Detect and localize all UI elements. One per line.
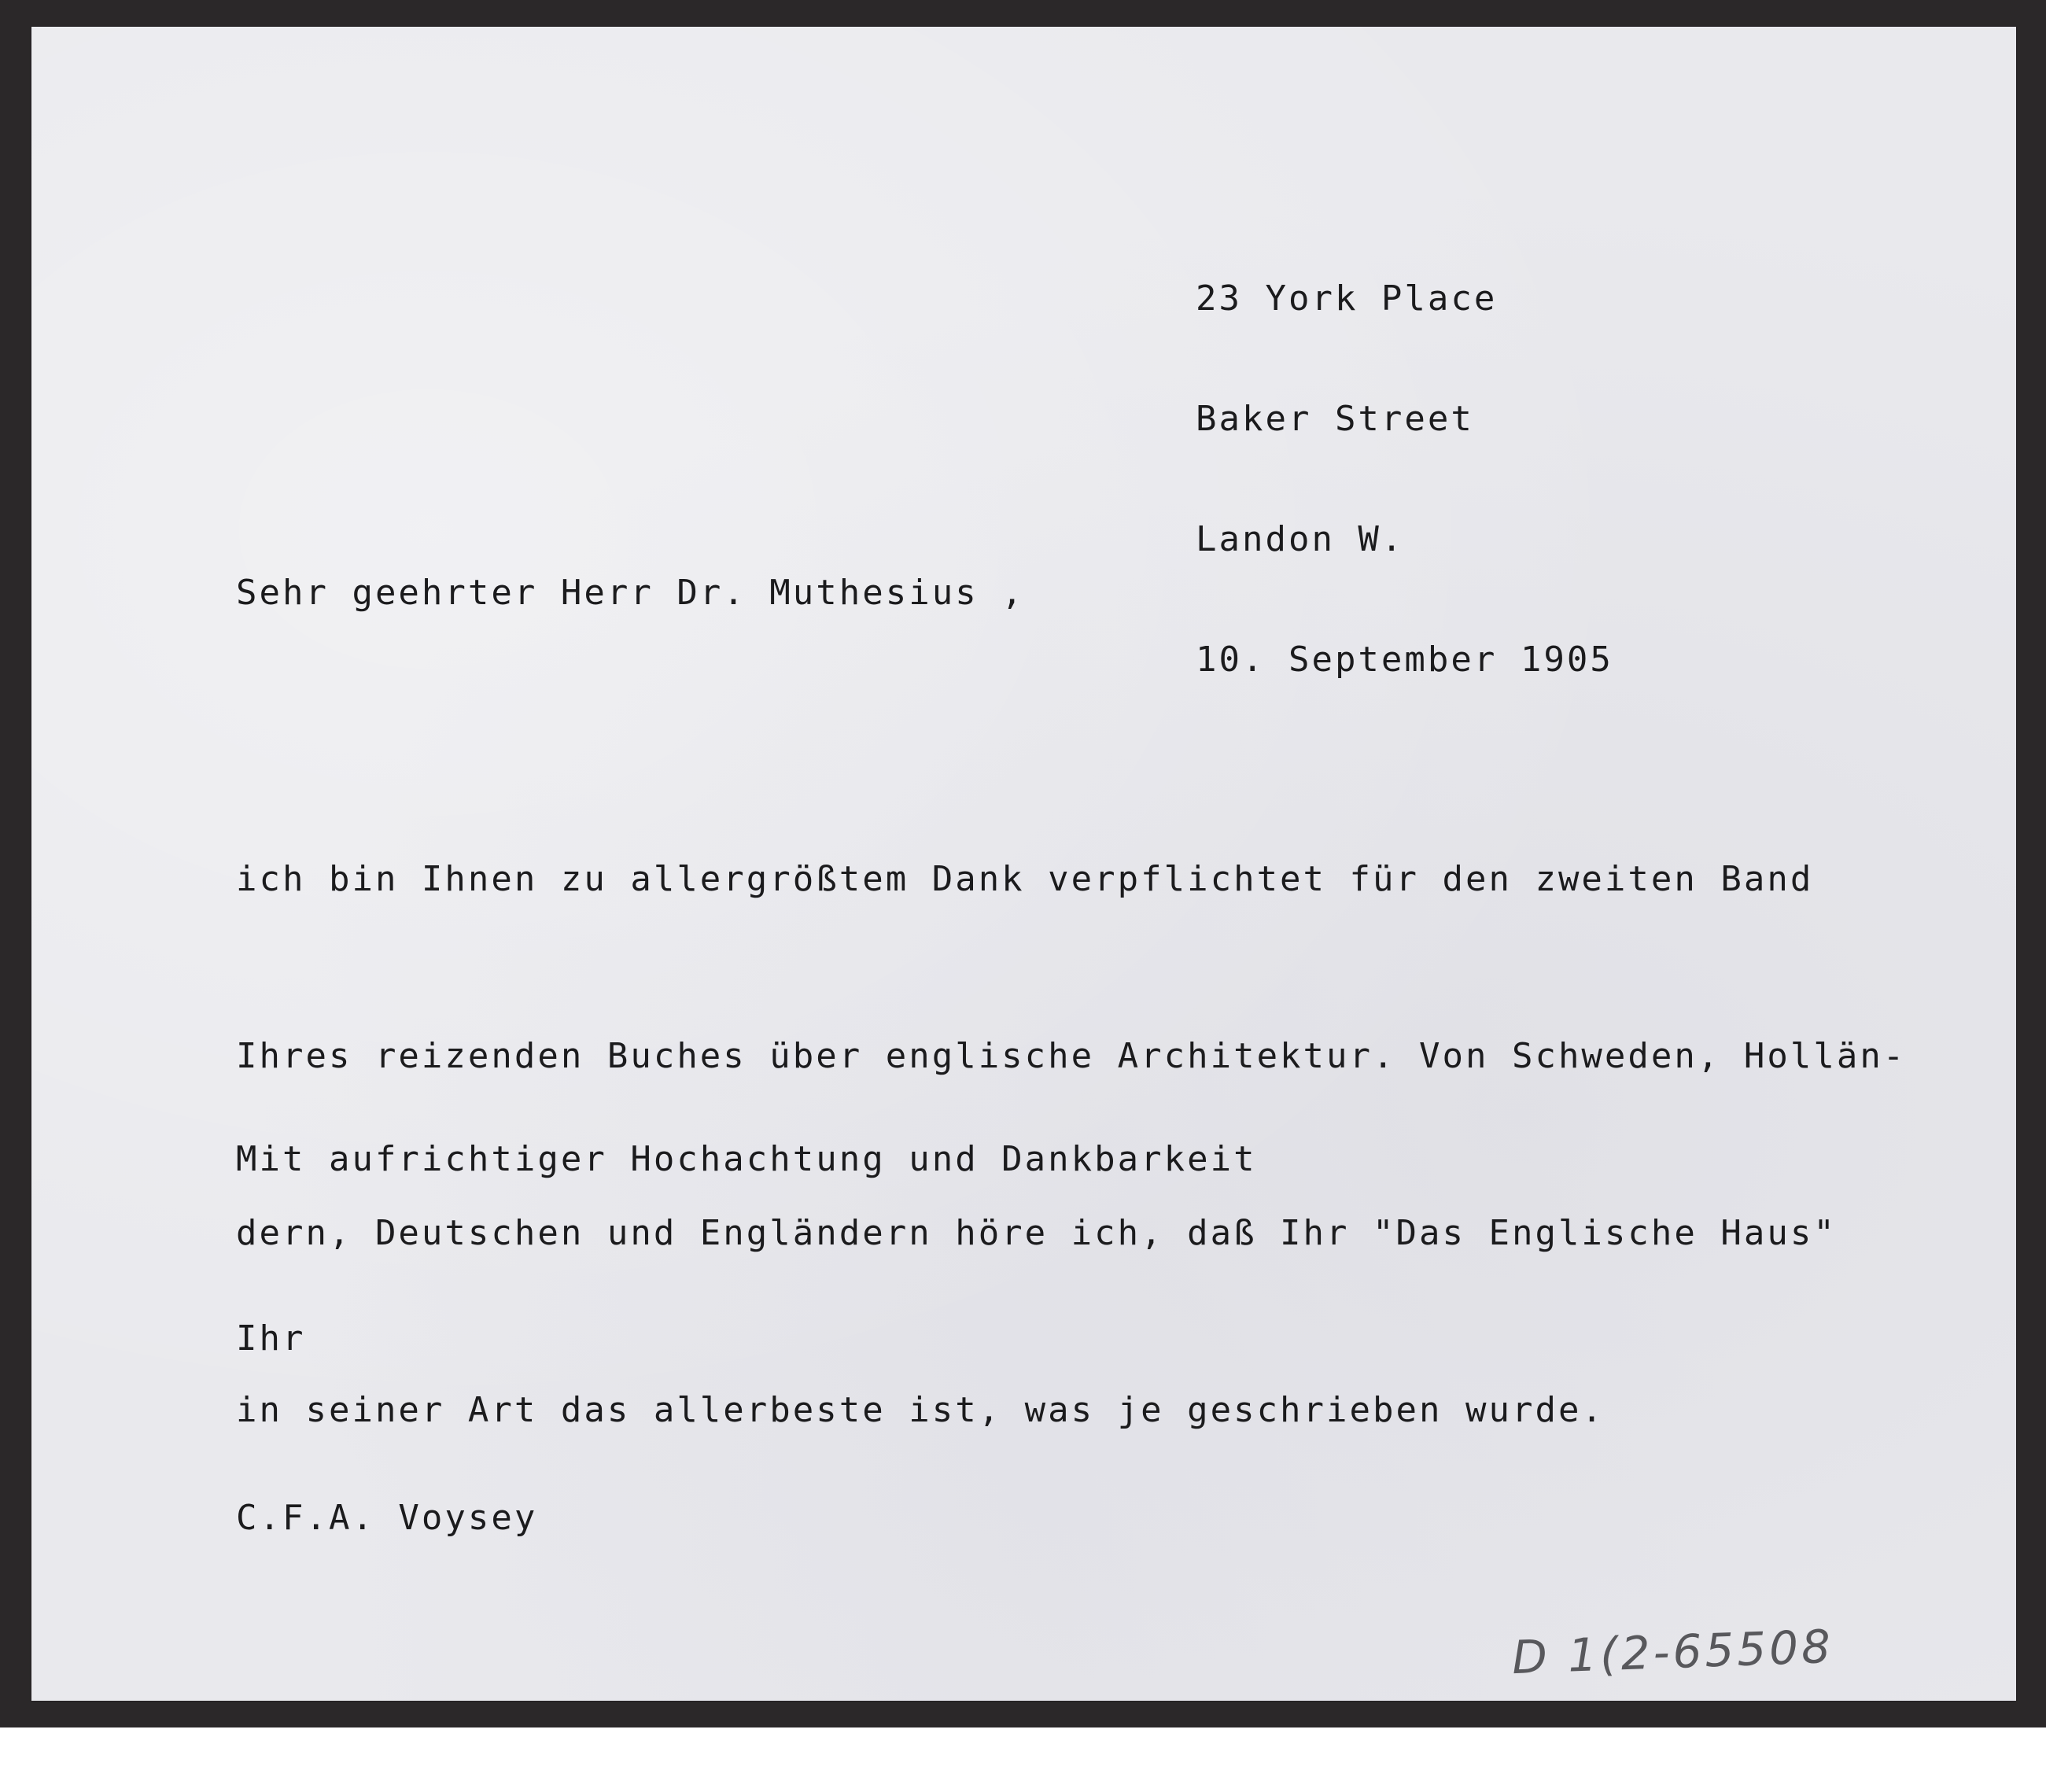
signature-name: C.F.A. Voysey [236,1498,538,1538]
address-line-district: Baker Street [1196,399,1474,439]
salutation: Sehr geehrter Herr Dr. Muthesius , [236,573,1025,613]
body-line: in seiner Art das allerbeste ist, was je geschrieben wurde. [236,1390,1605,1430]
address-line-street: 23 York Place [1196,278,1498,319]
body-line: ich bin Ihnen zu allergrößtem Dank verpflichtet für den zweiten Band [236,859,1814,899]
letter-date: 10. September 1905 [1196,640,1613,680]
body-line: Ihres reizenden Buches über englische Architektur. Von Schweden, Hollän- [236,1036,1907,1076]
letter-page [31,27,2016,1701]
sender-address [1196,198,1613,760]
archive-number-handwritten: D 1(2-65508 [1510,1619,1835,1685]
address-line-city: Landon W. [1196,519,1405,559]
closing-phrase: Mit aufrichtiger Hochachtung und Dankbarkeit [236,1139,1257,1179]
closing-yours: Ihr [236,1318,306,1359]
closing-block [236,1010,1257,1668]
body-line: dern, Deutschen und Engländern höre ich, daß Ihr "Das Englische Haus" [236,1213,1837,1253]
